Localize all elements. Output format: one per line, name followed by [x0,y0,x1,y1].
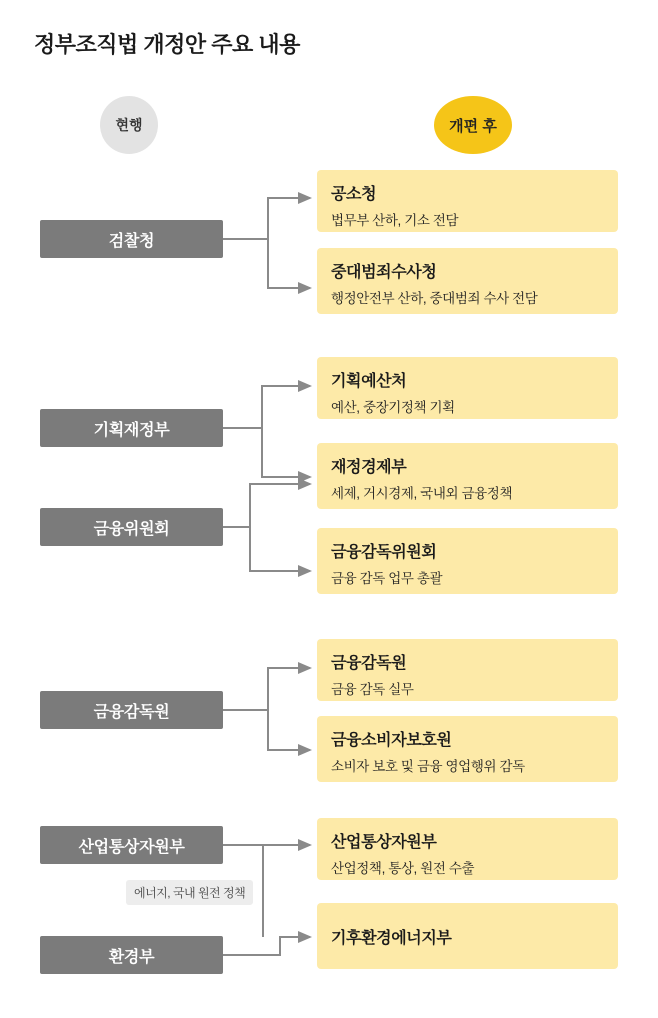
new-org-desc: 소비자 보호 및 금융 영업행위 감독 [331,759,525,774]
current-org-box-2[interactable] [40,409,223,447]
current-org-box-4[interactable] [40,691,223,729]
current-org-label: 금융위원회 [93,520,170,538]
new-org-box-1[interactable] [317,170,618,232]
current-org-box-6[interactable] [40,936,223,974]
new-org-desc: 산업정책, 통상, 원전 수출 [331,861,475,876]
new-org-box-2[interactable] [317,248,618,314]
connector-note: 에너지, 국내 원전 정책 [126,880,253,905]
new-org-title: 재정경제부 [331,459,407,476]
new-org-desc: 행정안전부 산하, 중대범죄 수사 전담 [331,291,538,306]
current-org-label: 기획재정부 [93,421,170,439]
new-org-desc: 예산, 중장기정책 기획 [331,400,455,415]
current-org-box-3[interactable] [40,508,223,546]
current-org-label: 환경부 [108,948,155,966]
page-title: 정부조직법 개정안 주요 내용 [34,32,300,57]
new-org-title: 금융소비자보호원 [331,732,452,749]
new-org-box-3[interactable] [317,357,618,419]
new-org-box-5[interactable] [317,528,618,594]
current-org-label: 산업통상자원부 [78,838,185,856]
current-org-box-1[interactable] [40,220,223,258]
new-org-title: 기후환경에너지부 [331,930,452,947]
new-org-title: 산업통상자원부 [331,834,437,851]
new-org-box-7[interactable] [317,716,618,782]
new-org-title: 기획예산처 [331,373,407,390]
new-org-desc: 금융 감독 업무 총괄 [331,571,443,586]
new-org-desc: 세제, 거시경제, 국내외 금융정책 [331,486,513,501]
new-org-box-9[interactable] [317,903,618,969]
current-org-label: 검찰청 [108,232,155,250]
new-org-desc: 법무부 산하, 기소 전담 [331,213,459,228]
current-org-label: 금융감독원 [93,703,170,721]
new-org-title: 중대범죄수사청 [331,264,437,281]
new-org-title: 공소청 [331,186,377,203]
new-org-desc: 금융 감독 실무 [331,682,414,697]
new-org-title: 금융감독위원회 [331,544,437,561]
new-org-box-4[interactable] [317,443,618,509]
legend-badge-new: 개편 후 [434,96,512,154]
legend-badge-current: 현행 [100,96,158,154]
new-org-box-8[interactable] [317,818,618,880]
current-org-box-5[interactable] [40,826,223,864]
new-org-box-6[interactable] [317,639,618,701]
new-org-title: 금융감독원 [331,655,407,672]
